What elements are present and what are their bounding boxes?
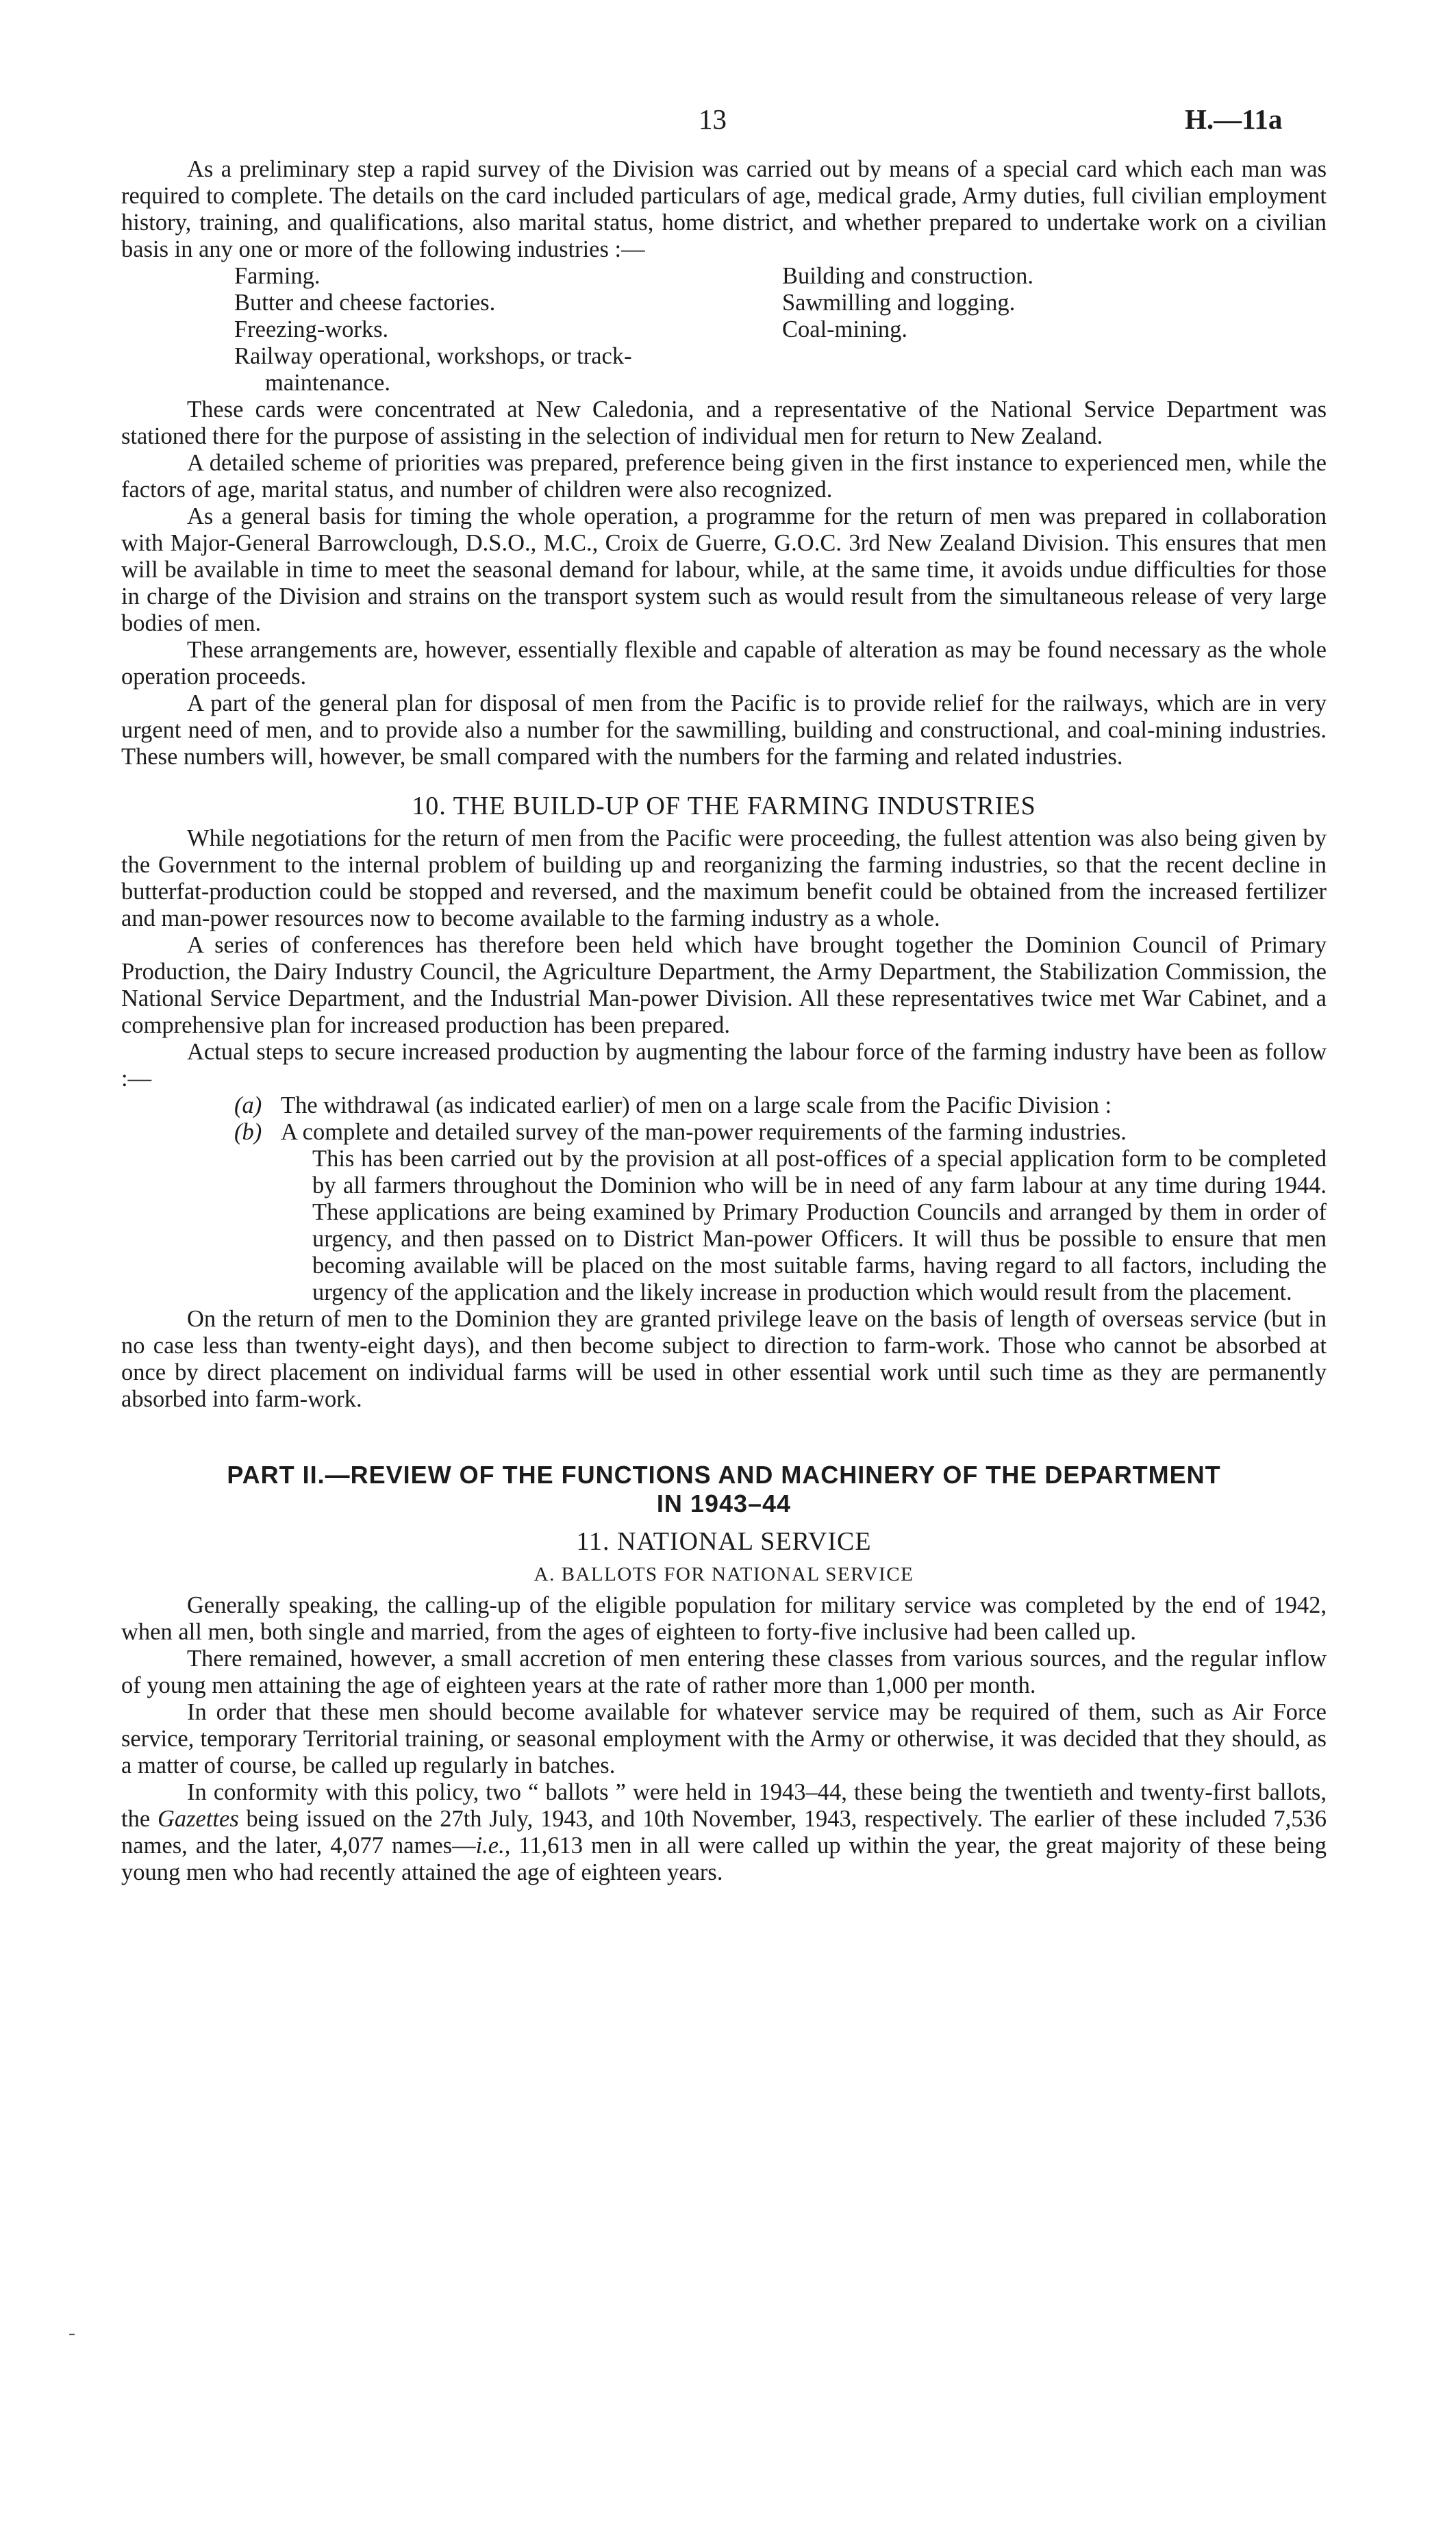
- industry-item: Freezing-works.: [234, 316, 389, 342]
- industry-item: Butter and cheese factories.: [234, 290, 496, 316]
- paragraph-4-start: In conformity with this policy, two “ ballots ” were held in 1943–44, these being the twentieth and twenty-first ballots, the: [121, 1779, 1327, 1832]
- document-reference: H.—11a: [1185, 103, 1283, 135]
- intro-paragraph-3: A detailed scheme of priorities was prepared, preference being given in the first instance to experienced men, while the factors of age, marital status, and number of children were also recognized.: [121, 450, 1327, 503]
- paragraph-4-end: 11,613 men in all were called up within the year, the great majority of these being young men who had recently attained the age of eighteen years.: [121, 1833, 1327, 1885]
- paragraph-4-mid: being issued on the 27th July, 1943, and 10th November, 1943, respectively. The earlier of these included 7,536 names, and the later, 4,077 names—: [121, 1806, 1327, 1859]
- industry-item: Coal-mining.: [782, 316, 908, 342]
- list-text-a: The withdrawal (as indicated earlier) of men on a large scale from the Pacific Division :: [281, 1092, 1112, 1118]
- margin-mark: -: [68, 2322, 75, 2344]
- page-number: 13: [699, 103, 727, 135]
- section-10-paragraph-4: On the return of men to the Dominion they are granted privilege leave on the basis of length of overseas service (but in no case less than twenty-eight days), and then become subject to direction to farm-work. Those who cannot be absorbed at once by direct placement on individual farms will be used in other essential work until such time as they are permanently absorbed into farm-work.: [121, 1306, 1327, 1412]
- list-label-a: (a): [234, 1092, 262, 1118]
- section-10-heading: 10. THE BUILD-UP OF THE FARMING INDUSTRIES: [412, 792, 1036, 820]
- list-label-b: (b): [234, 1119, 262, 1145]
- list-text-b-rest: This has been carried out by the provision at all post-offices of a special application form to be completed by all farmers throughout the Dominion who will be in need of any farm labour at any time during 1944. These applications are being examined by Primary Production Councils and arranged by them in order of urgency, and then passed on to District Man-power Officers. It will thus be possible to ensure that men becoming available will be placed on the most suitable farms, having regard to all factors, including the urgency of the application and the likely increase in production which would result from the placement.: [312, 1146, 1327, 1305]
- intro-paragraph-5: These arrangements are, however, essentially flexible and capable of alteration as may be found necessary as the whole operation proceeds.: [121, 637, 1327, 690]
- industry-item-continuation: maintenance.: [265, 370, 390, 396]
- intro-paragraph-1: As a preliminary step a rapid survey of the Division was carried out by means of a special card which each man was required to complete. The details on the card included particulars of age, medical grade, Army duties, full civilian employment history, training, and qualifications, also marital status, home district, and whether prepared to undertake work on a civilian basis in any one or more of the following industries :—: [121, 156, 1327, 262]
- list-item-a: [121, 1092, 1327, 1119]
- section-10-paragraph-3: Actual steps to secure increased production by augmenting the labour force of the farming industry have been as follow :—: [121, 1039, 1327, 1092]
- part-2-paragraph-4: [121, 1779, 1327, 1886]
- list-text-b-first: A complete and detailed survey of the man-power requirements of the farming industries.: [281, 1119, 1127, 1145]
- industry-item: Building and construction.: [782, 263, 1034, 289]
- subsection-heading: A. BALLOTS FOR NATIONAL SERVICE: [534, 1563, 914, 1585]
- intro-paragraph-6: A part of the general plan for disposal of men from the Pacific is to provide relief for the railways, which are in very urgent need of men, and to provide also a number for the sawmilling, building and constructional, and coal-mining industries. These numbers will, however, be small compared with the numbers for the farming and related industries.: [121, 690, 1327, 770]
- industry-item: Sawmilling and logging.: [782, 290, 1016, 316]
- part-2-paragraph-2: There remained, however, a small accretion of men entering these classes from various sources, and the regular inflow of young men attaining the age of eighteen years at the rate of rather more than 1,000 per month.: [121, 1646, 1327, 1698]
- ie-italic: i.e.,: [475, 1833, 511, 1859]
- page-header: [0, 103, 1456, 144]
- page-body: [121, 156, 1327, 1886]
- part-2-heading-line-2: IN 1943–44: [656, 1489, 792, 1518]
- section-11-heading: 11. NATIONAL SERVICE: [576, 1527, 872, 1556]
- gazettes-italic: Gazettes: [157, 1806, 239, 1832]
- list-item-b: [121, 1119, 1327, 1306]
- part-2-heading-line-1: PART II.—REVIEW OF THE FUNCTIONS AND MACHINERY OF THE DEPARTMENT: [227, 1461, 1221, 1489]
- industries-list: [121, 263, 1327, 397]
- industry-item: Farming.: [234, 263, 321, 289]
- section-10-paragraph-2: A series of conferences has therefore been held which have brought together the Dominion Council of Primary Production, the Dairy Industry Council, the Agriculture Department, the Army Department, the Stabilization Commission, the National Service Department, and the Industrial Man-power Division. All these representatives twice met War Cabinet, and a comprehensive plan for increased production has been prepared.: [121, 932, 1327, 1038]
- intro-paragraph-2: These cards were concentrated at New Caledonia, and a representative of the National Service Department was stationed there for the purpose of assisting in the selection of individual men for return to New Zealand.: [121, 397, 1327, 449]
- industry-item: Railway operational, workshops, or track-: [234, 343, 632, 369]
- section-10-paragraph-1: While negotiations for the return of men from the Pacific were proceeding, the fullest attention was also being given by the Government to the internal problem of building up and reorganizing the farming industries, so that the recent decline in butterfat-production could be stopped and reversed, and the maximum benefit could be obtained from the increased fertilizer and man-power resources now to become available to the farming industry as a whole.: [121, 825, 1327, 931]
- part-2-paragraph-3: In order that these men should become available for whatever service may be required of them, such as Air Force service, temporary Territorial training, or seasonal employment with the Army or otherwise, it was decided that they should, as a matter of course, be called up regularly in batches.: [121, 1699, 1327, 1778]
- intro-paragraph-4: As a general basis for timing the whole operation, a programme for the return of men was prepared in collaboration with Major-General Barrowclough, D.S.O., M.C., Croix de Guerre, G.O.C. 3rd New Zealand Division. This ensures that men will be available in time to meet the seasonal demand for labour, while, at the same time, it avoids undue difficulties for those in charge of the Division and strains on the transport system such as would result from the simultaneous release of very large bodies of men.: [121, 503, 1327, 636]
- part-2-paragraph-1: Generally speaking, the calling-up of the eligible population for military service was completed by the end of 1942, when all men, both single and married, from the ages of eighteen to forty-five inclusive had been called up.: [121, 1592, 1327, 1645]
